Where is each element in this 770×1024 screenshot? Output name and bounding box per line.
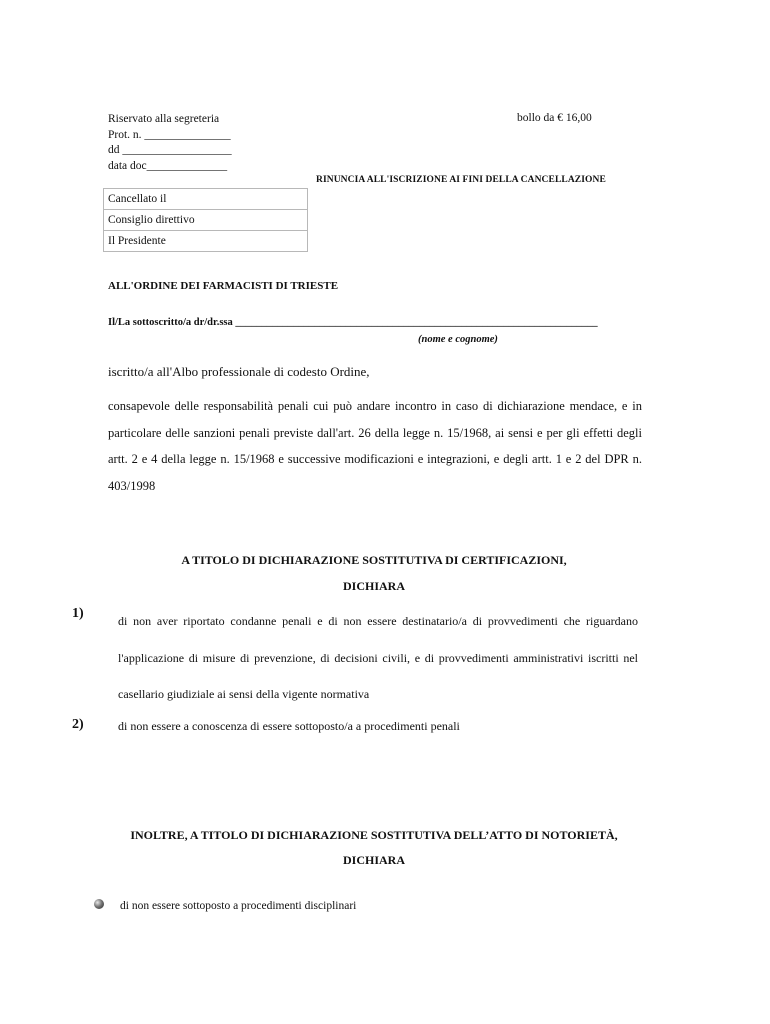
doc-date-field: data doc______________	[108, 159, 228, 172]
dd-field: dd ___________________	[108, 144, 232, 156]
signer-name-line: Il/La sottoscritto/a dr/dr.ssa _____________________________________________________________________	[108, 317, 598, 328]
enrollment-statement: iscritto/a all'Albo professionale di codesto Ordine,	[108, 364, 370, 379]
item-text: di non aver riportato condanne penali e di non essere destinatario/a di provvedimenti che riguardano l'applicazione di misure di prevenzione, di decisioni civili, e di provvedimenti amministrativi iscritti nel casellario giudiziale ai sensi della vigente normativa	[118, 614, 638, 701]
table-row	[104, 231, 308, 252]
dichiara-heading: DICHIARA	[342, 579, 405, 593]
board-cell: Consiglio direttivo	[104, 210, 308, 231]
section-heading-certificazioni: A TITOLO DI DICHIARAZIONE SOSTITUTIVA DI CERTIFICAZIONI,	[181, 553, 567, 567]
protocol-number-field: Prot. n. _______________	[108, 128, 231, 141]
reserved-block	[108, 112, 232, 174]
table-row	[104, 210, 308, 231]
reserved-line: Riservato alla segreteria	[108, 113, 220, 125]
cancelled-on-cell: Cancellato il	[104, 189, 308, 210]
item-text: di non essere a conoscenza di essere sottoposto/a a procedimenti penali	[118, 719, 460, 733]
dichiara-heading: DICHIARA	[342, 853, 405, 867]
bullet-text: di non essere sottoposto a procedimenti disciplinari	[120, 900, 357, 912]
president-cell: Il Presidente	[104, 231, 308, 252]
bullet-sphere-icon	[94, 899, 104, 909]
name-hint: (nome e cognome)	[418, 334, 498, 345]
table-row	[104, 189, 308, 210]
item-number: 2)	[72, 717, 84, 732]
item-number: 1)	[72, 606, 84, 621]
stamp-duty-note: bollo da € 16,00	[517, 112, 592, 124]
document-title: RINUNCIA ALL'ISCRIZIONE AI FINI DELLA CANCELLAZIONE	[316, 175, 606, 185]
section-heading-notorieta: INOLTRE, A TITOLO DI DICHIARAZIONE SOSTITUTIVA DELL’ATTO DI NOTORIETÀ,	[130, 828, 618, 842]
admin-table	[103, 188, 308, 252]
addressee: ALL'ORDINE DEI FARMACISTI DI TRIESTE	[108, 280, 339, 292]
awareness-paragraph: consapevole delle responsabilità penali cui può andare incontro in caso di dichiarazione mendace, e in particolare delle sanzioni penali previste dall'art. 26 della legge n. 15/1968, ai sensi e per gli effetti degli artt. 2 e 4 della legge n. 15/1968 e successive modificazioni e integrazioni, e degli artt. 1 e 2 del DPR n. 403/1998	[108, 399, 642, 493]
